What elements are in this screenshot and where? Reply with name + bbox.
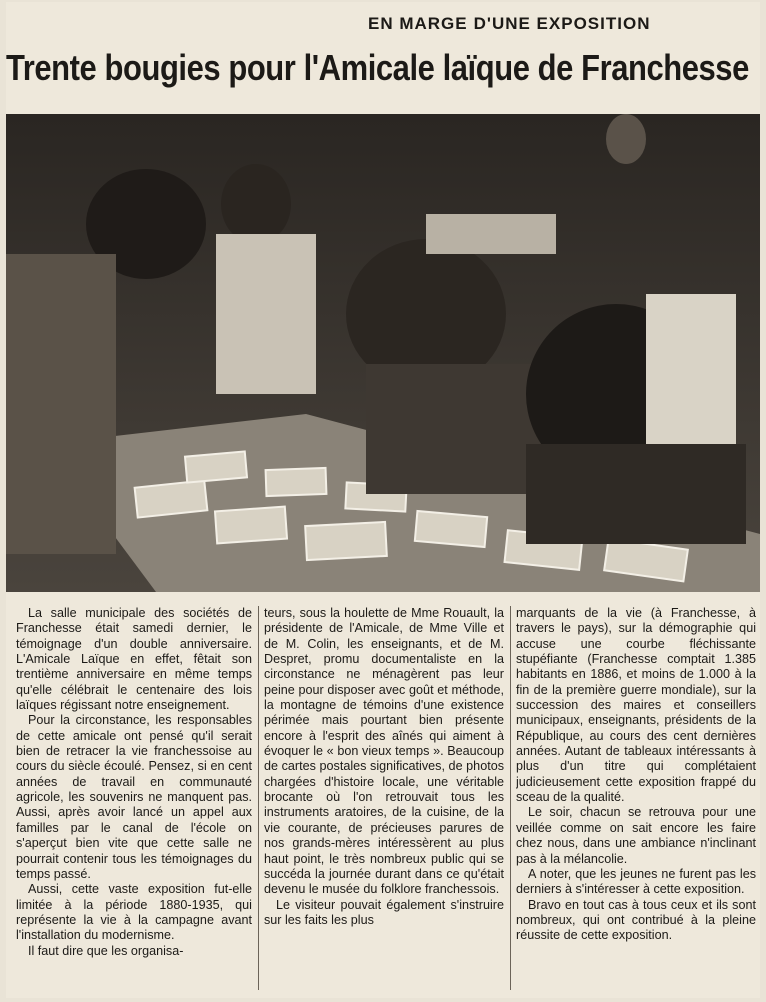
paragraph: A noter, que les jeunes ne furent pas les derniers à s'intéresser à cette exposition. — [516, 866, 756, 897]
kicker-part-1: EN MARGE — [368, 14, 468, 33]
column-rule-2 — [510, 606, 511, 990]
paragraph: teurs, sous la houlette de Mme Rouault, la présidente de l'Amicale, de Mme Ville et de M. Colin, les enseignants, et de M. Despret, promu documentaliste en la circonstance ne ménagèrent pas leur peine pour disposer avec goût et méthode, la montagne de témoins d'une existence périmée mais pourtant bien présente encore à l'esprit des aînés qui aiment à évoquer le « bon vieux temps ». Beaucoup de cartes postales significatives, de photos chargées d'histoire locale, une véritable brocante où l'on retrouvait tous les instruments aratoires, de la cuisine, de la vie courante, de précieuses parures de nos grands-mères intéressèrent au plus haut point, le très nombreux public qui se succéda la journée durant dans ce qu'était devenu le musée du folklore franchessois. — [264, 606, 504, 897]
paragraph: Bravo en tout cas à tous ceux et ils sont nombreux, qui ont contribué à la pleine réussite de cette exposition. — [516, 897, 756, 943]
kicker-part-2: D'UNE EXPOSITION — [473, 14, 651, 33]
newspaper-clipping — [6, 2, 760, 998]
article-column-3 — [516, 606, 756, 994]
paragraph: Aussi, cette vaste exposition fut-elle limitée à la période 1880-1935, qui représente la vie à la campagne avant l'installation du modernisme. — [16, 882, 252, 943]
paragraph: marquants de la vie (à Franchesse, à travers le pays), sur la démographie qui accuse une courbe fléchissante stupéfiante (Franchesse comptait 1.385 habitants en 1886, et moins de 1.000 à la fin de la première guerre mondiale), sur la succession des maires et conseillers municipaux, enseignants, présidents de la République, au cours des cent dernières années. Autant de tableaux intéressants à plus d'un titre qui complétaient judicieusement cette exposition frappé du sceau de la qualité. — [516, 606, 756, 805]
headline: Trente bougies pour l'Amicale laïque de Franchesse — [6, 47, 749, 88]
article-column-2 — [264, 606, 504, 994]
column-rule-1 — [258, 606, 259, 990]
paragraph: Il faut dire que les organisa- — [28, 943, 184, 958]
paragraph: Le soir, chacun se retrouva pour une veillée comme on sait encore les faire chez nous, dans une ambiance n'inclinant pas à la mélancolie. — [516, 805, 756, 866]
article-column-1 — [16, 606, 252, 994]
article-photo — [6, 114, 760, 592]
paragraph: Le visiteur pouvait également s'instruire sur les faits les plus — [264, 897, 504, 927]
kicker — [368, 14, 650, 34]
paragraph: Pour la circonstance, les responsables de cette amicale ont pensé qu'il serait bien de retracer la vie franchessoise au cours du siècle écoulé. Pensez, si en cent années de travail en communauté agricole, les souvenirs ne manquent pas. Aussi, après avoir lancé un appel aux familles par le canal de l'école on s'aperçut bien vite que cette salle ne pourrait contenir tous les témoignages du temps passé. — [16, 713, 252, 881]
paragraph: La salle municipale des sociétés de Franchesse était samedi dernier, le témoignage d'un double anniversaire. L'Amicale Laïque en effet, fêtait son trentième anniversaire en même temps qu'elle célébrait le centenaire des lois laïques régissant notre enseignement. — [16, 606, 252, 713]
